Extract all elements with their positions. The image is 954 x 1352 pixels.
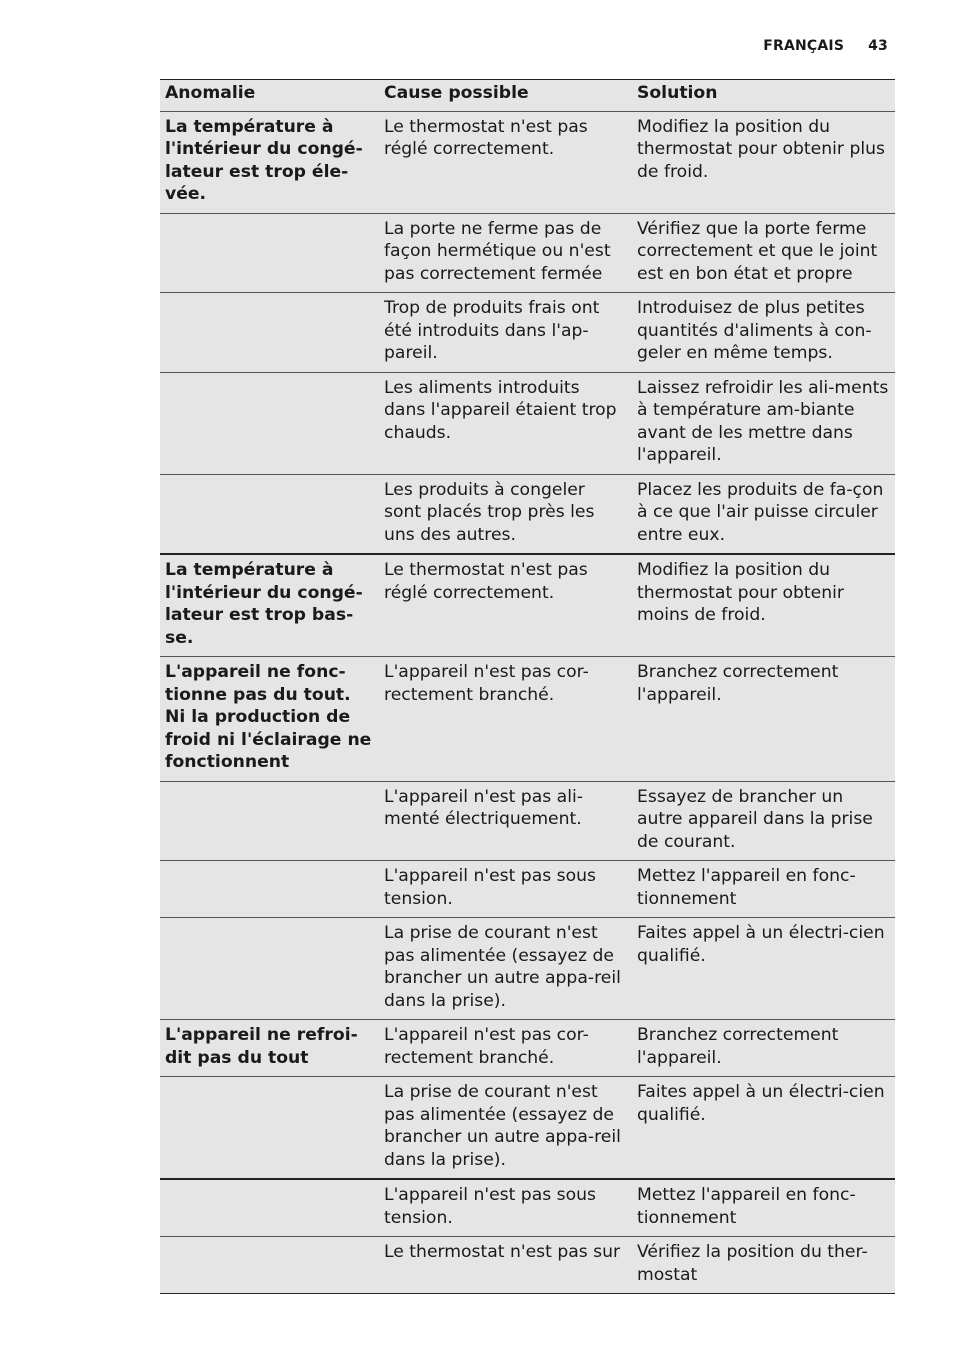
troubleshooting-table — [160, 79, 895, 1294]
table-row — [160, 474, 895, 554]
cause-cell: La porte ne ferme pas de façon hermétique ou n'est pas correctement fermée — [379, 213, 632, 293]
cause-cell: L'appareil n'est pas sous tension. — [379, 861, 632, 918]
table-row — [160, 1020, 895, 1077]
solution-cell: Branchez correctement l'appareil. — [632, 657, 895, 782]
table-row — [160, 293, 895, 373]
cause-cell: Le thermostat n'est pas réglé correctement. — [379, 111, 632, 213]
table-row — [160, 1077, 895, 1180]
solution-cell: Placez les produits de fa-çon à ce que l'air puisse circuler entre eux. — [632, 474, 895, 554]
cause-cell: L'appareil n'est pas ali-menté électriquement. — [379, 781, 632, 861]
table-header-row — [160, 80, 895, 112]
solution-cell: Laissez refroidir les ali-ments à température am-biante avant de les mettre dans l'appareil. — [632, 372, 895, 474]
table-row — [160, 918, 895, 1020]
cause-cell: L'appareil n'est pas sous tension. — [379, 1179, 632, 1237]
column-header-anomaly: Anomalie — [160, 80, 379, 112]
column-header-solution: Solution — [632, 80, 895, 112]
table-row — [160, 781, 895, 861]
anomaly-cell — [160, 861, 379, 918]
table-row — [160, 213, 895, 293]
cause-cell: Le thermostat n'est pas réglé correctement. — [379, 554, 632, 657]
anomaly-cell: La température à l'intérieur du congé-lateur est trop bas-se. — [160, 554, 379, 657]
solution-cell: Essayez de brancher un autre appareil dans la prise de courant. — [632, 781, 895, 861]
solution-cell: Mettez l'appareil en fonc-tionnement — [632, 861, 895, 918]
anomaly-cell — [160, 918, 379, 1020]
solution-cell: Mettez l'appareil en fonc-tionnement — [632, 1179, 895, 1237]
solution-cell: Vérifiez la position du ther-mostat — [632, 1237, 895, 1294]
anomaly-cell — [160, 213, 379, 293]
table-row — [160, 1179, 895, 1237]
anomaly-cell — [160, 781, 379, 861]
solution-cell: Vérifiez que la porte ferme correctement et que le joint est en bon état et propre — [632, 213, 895, 293]
cause-cell: L'appareil n'est pas cor-rectement branché. — [379, 1020, 632, 1077]
cause-cell: Les aliments introduits dans l'appareil étaient trop chauds. — [379, 372, 632, 474]
table-row — [160, 372, 895, 474]
solution-cell: Introduisez de plus petites quantités d'aliments à con-geler en même temps. — [632, 293, 895, 373]
section-title: FRANÇAIS — [763, 38, 845, 54]
solution-cell: Modifiez la position du thermostat pour obtenir moins de froid. — [632, 554, 895, 657]
anomaly-cell: L'appareil ne fonc-tionne pas du tout. Ni la production de froid ni l'éclairage ne fonctionnent — [160, 657, 379, 782]
anomaly-cell: La température à l'intérieur du congé-lateur est trop éle-vée. — [160, 111, 379, 213]
cause-cell: Trop de produits frais ont été introduits dans l'ap-pareil. — [379, 293, 632, 373]
anomaly-cell — [160, 1179, 379, 1237]
table-row — [160, 554, 895, 657]
cause-cell: La prise de courant n'est pas alimentée (essayez de brancher un autre appa-reil dans la prise). — [379, 1077, 632, 1180]
anomaly-cell — [160, 372, 379, 474]
table-row — [160, 657, 895, 782]
page-number: 43 — [868, 38, 888, 54]
solution-cell: Branchez correctement l'appareil. — [632, 1020, 895, 1077]
anomaly-cell: L'appareil ne refroi-dit pas du tout — [160, 1020, 379, 1077]
solution-cell: Modifiez la position du thermostat pour obtenir plus de froid. — [632, 111, 895, 213]
solution-cell: Faites appel à un électri-cien qualifié. — [632, 1077, 895, 1180]
table-row — [160, 1237, 895, 1294]
solution-cell: Faites appel à un électri-cien qualifié. — [632, 918, 895, 1020]
cause-cell: L'appareil n'est pas cor-rectement branché. — [379, 657, 632, 782]
anomaly-cell — [160, 293, 379, 373]
column-header-cause: Cause possible — [379, 80, 632, 112]
anomaly-cell — [160, 1237, 379, 1294]
cause-cell: La prise de courant n'est pas alimentée (essayez de brancher un autre appa-reil dans la prise). — [379, 918, 632, 1020]
cause-cell: Les produits à congeler sont placés trop près les uns des autres. — [379, 474, 632, 554]
table-row — [160, 861, 895, 918]
anomaly-cell — [160, 474, 379, 554]
table-row — [160, 111, 895, 213]
page-header — [763, 38, 888, 54]
anomaly-cell — [160, 1077, 379, 1180]
cause-cell: Le thermostat n'est pas sur — [379, 1237, 632, 1294]
